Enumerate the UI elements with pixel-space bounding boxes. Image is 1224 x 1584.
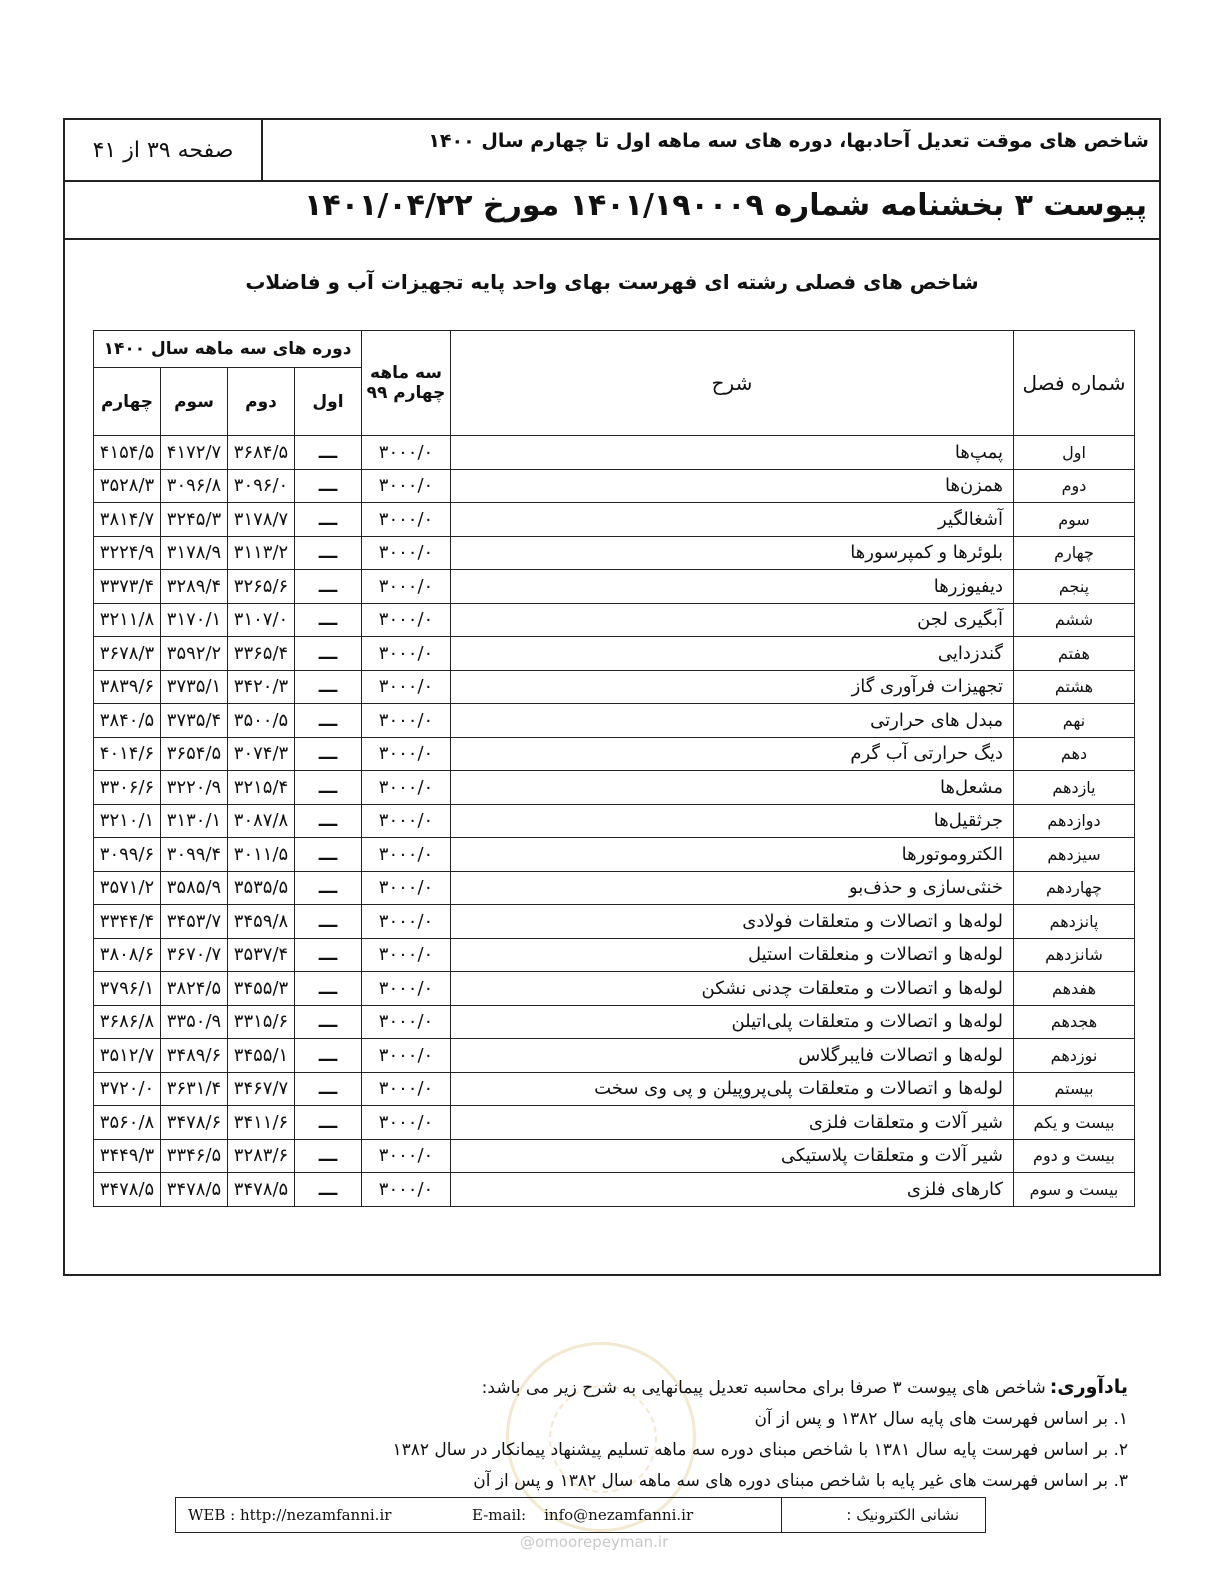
description-cell: آشغالگیر — [451, 503, 1014, 537]
q1-cell: ـــ — [295, 704, 362, 738]
table-row — [94, 436, 1135, 470]
table-row — [94, 1173, 1135, 1207]
description-cell: شیر آلات و متعلقات پلاستیکی — [451, 1139, 1014, 1173]
q1-cell: ـــ — [295, 436, 362, 470]
note-item: ۳. بر اساس فهرست های غیر پایه با شاخص مبنای دوره های سه ماهه سال ۱۳۸۲ و پس از آن — [473, 1471, 1128, 1491]
q3-cell: ۳۶۵۴/۵ — [161, 737, 228, 771]
index-table — [93, 330, 1135, 1207]
col-header-q4: چهارم — [94, 368, 161, 436]
table-row — [94, 905, 1135, 939]
q3-cell: ۳۵۹۲/۲ — [161, 637, 228, 671]
watermark-text: @omoorepeyman.ir — [520, 1533, 669, 1551]
description-cell: الکتروموتورها — [451, 838, 1014, 872]
notes-label: یادآوری: — [1049, 1376, 1128, 1398]
base-index-cell: ۳۰۰۰/۰ — [362, 771, 451, 805]
notes-intro: شاخص های پیوست ۳ صرفا برای محاسبه تعدیل پیمانهایی به شرح زیر می باشد: — [481, 1378, 1046, 1398]
q1-cell: ـــ — [295, 536, 362, 570]
q2-cell: ۳۱۰۷/۰ — [228, 603, 295, 637]
table-subtitle: شاخص های فصلی رشته ای فهرست بهای واحد پایه تجهیزات آب و فاضلاب — [245, 270, 979, 294]
q2-cell: ۳۴۵۹/۸ — [228, 905, 295, 939]
q4-cell: ۳۷۹۶/۱ — [94, 972, 161, 1006]
base-index-cell: ۳۰۰۰/۰ — [362, 838, 451, 872]
note-item: ۱. بر اساس فهرست های پایه سال ۱۳۸۲ و پس از آن — [754, 1409, 1128, 1429]
table-row — [94, 972, 1135, 1006]
q1-cell: ـــ — [295, 603, 362, 637]
q4-cell: ۳۵۶۰/۸ — [94, 1106, 161, 1140]
q3-cell: ۳۱۷۰/۱ — [161, 603, 228, 637]
table-row — [94, 637, 1135, 671]
base-index-cell: ۳۰۰۰/۰ — [362, 1005, 451, 1039]
section-cell: بیست و سوم — [1014, 1173, 1135, 1207]
section-cell: ششم — [1014, 603, 1135, 637]
description-cell: جرثقیل‌ها — [451, 804, 1014, 838]
q1-cell: ـــ — [295, 637, 362, 671]
description-cell: لوله‌ها و اتصالات و منعلقات استیل — [451, 938, 1014, 972]
q1-cell: ـــ — [295, 1173, 362, 1207]
page-number: صفحه ۳۹ از ۴۱ — [65, 120, 263, 180]
base-index-cell: ۳۰۰۰/۰ — [362, 972, 451, 1006]
description-cell: بلوئرها و کمپرسورها — [451, 536, 1014, 570]
circular-title: پیوست ۳ بخشنامه شماره ۱۴۰۱/۱۹۰۰۰۹ مورخ ۱۴۰۱/۰۴/۲۲ — [304, 188, 1147, 223]
base-index-cell: ۳۰۰۰/۰ — [362, 570, 451, 604]
q3-cell: ۳۶۷۰/۷ — [161, 938, 228, 972]
q3-cell: ۳۴۸۹/۶ — [161, 1039, 228, 1073]
table-row — [94, 771, 1135, 805]
q1-cell: ـــ — [295, 938, 362, 972]
q3-cell: ۳۷۳۵/۴ — [161, 704, 228, 738]
description-cell: دیگ حرارتی آب گرم — [451, 737, 1014, 771]
description-cell: پمپ‌ها — [451, 436, 1014, 470]
description-cell: دیفیوزرها — [451, 570, 1014, 604]
description-cell: لوله‌ها و اتصالات و متعلقات پلی‌اتیلن — [451, 1005, 1014, 1039]
q1-cell: ـــ — [295, 972, 362, 1006]
q4-cell: ۳۸۳۹/۶ — [94, 670, 161, 704]
email-label: E-mail: — [472, 1506, 527, 1524]
q2-cell: ۳۳۱۵/۶ — [228, 1005, 295, 1039]
description-cell: لوله‌ها و اتصالات و متعلقات چدنی نشکن — [451, 972, 1014, 1006]
description-cell: کارهای فلزی — [451, 1173, 1014, 1207]
q2-cell: ۳۰۸۷/۸ — [228, 804, 295, 838]
table-row — [94, 603, 1135, 637]
section-cell: یازدهم — [1014, 771, 1135, 805]
section-cell: اول — [1014, 436, 1135, 470]
table-row — [94, 737, 1135, 771]
table-row — [94, 503, 1135, 537]
q1-cell: ـــ — [295, 871, 362, 905]
document-frame — [63, 118, 1161, 1276]
q1-cell: ـــ — [295, 1072, 362, 1106]
q1-cell: ـــ — [295, 570, 362, 604]
base-index-cell: ۳۰۰۰/۰ — [362, 1039, 451, 1073]
q1-cell: ـــ — [295, 838, 362, 872]
base-index-cell: ۳۰۰۰/۰ — [362, 637, 451, 671]
section-cell: پنجم — [1014, 570, 1135, 604]
section-cell: دوازدهم — [1014, 804, 1135, 838]
base-index-cell: ۳۰۰۰/۰ — [362, 737, 451, 771]
section-cell: سیزدهم — [1014, 838, 1135, 872]
q3-cell: ۳۴۵۳/۷ — [161, 905, 228, 939]
circular-row — [65, 182, 1159, 240]
base-index-cell: ۳۰۰۰/۰ — [362, 536, 451, 570]
q4-cell: ۳۴۷۸/۵ — [94, 1173, 161, 1207]
q4-cell: ۳۵۲۸/۳ — [94, 469, 161, 503]
footer-box — [175, 1497, 986, 1533]
q4-cell: ۳۳۷۳/۴ — [94, 570, 161, 604]
base-index-cell: ۳۰۰۰/۰ — [362, 1072, 451, 1106]
q4-cell: ۳۶۸۶/۸ — [94, 1005, 161, 1039]
table-row — [94, 670, 1135, 704]
q4-cell: ۳۶۷۸/۳ — [94, 637, 161, 671]
section-cell: دوم — [1014, 469, 1135, 503]
description-cell: لوله‌ها و اتصالات و متعلقات فولادی — [451, 905, 1014, 939]
q2-cell: ۳۰۱۱/۵ — [228, 838, 295, 872]
q3-cell: ۳۷۳۵/۱ — [161, 670, 228, 704]
q2-cell: ۳۱۱۳/۲ — [228, 536, 295, 570]
q1-cell: ـــ — [295, 1139, 362, 1173]
q3-cell: ۳۵۸۵/۹ — [161, 871, 228, 905]
q3-cell: ۳۰۹۹/۴ — [161, 838, 228, 872]
table-row — [94, 469, 1135, 503]
section-cell: نهم — [1014, 704, 1135, 738]
q2-cell: ۳۵۰۰/۵ — [228, 704, 295, 738]
q4-cell: ۳۲۱۱/۸ — [94, 603, 161, 637]
base-index-cell: ۳۰۰۰/۰ — [362, 804, 451, 838]
q4-cell: ۳۳۰۶/۶ — [94, 771, 161, 805]
section-cell: شانزدهم — [1014, 938, 1135, 972]
section-cell: هجدهم — [1014, 1005, 1135, 1039]
table-row — [94, 938, 1135, 972]
table-row — [94, 570, 1135, 604]
q3-cell: ۳۴۷۸/۶ — [161, 1106, 228, 1140]
q1-cell: ـــ — [295, 1039, 362, 1073]
note-item: ۲. بر اساس فهرست پایه سال ۱۳۸۱ با شاخص مبنای دوره سه ماهه تسلیم پیشنهاد پیمانکار در سال ۱۳۸۲ — [392, 1440, 1128, 1460]
base-index-cell: ۳۰۰۰/۰ — [362, 670, 451, 704]
table-row — [94, 804, 1135, 838]
q4-cell: ۳۰۹۹/۶ — [94, 838, 161, 872]
table-row — [94, 1106, 1135, 1140]
q2-cell: ۳۵۳۵/۵ — [228, 871, 295, 905]
description-cell: تجهیزات فرآوری گاز — [451, 670, 1014, 704]
q3-cell: ۳۲۸۹/۴ — [161, 570, 228, 604]
q4-cell: ۳۲۱۰/۱ — [94, 804, 161, 838]
col-header-base: سه ماهه چهارم ۹۹ — [362, 331, 451, 436]
base-index-cell: ۳۰۰۰/۰ — [362, 704, 451, 738]
description-cell: مبدل های حرارتی — [451, 704, 1014, 738]
q2-cell: ۳۳۶۵/۴ — [228, 637, 295, 671]
section-cell: چهاردهم — [1014, 871, 1135, 905]
q4-cell: ۳۷۲۰/۰ — [94, 1072, 161, 1106]
q2-cell: ۳۴۵۵/۳ — [228, 972, 295, 1006]
table-body — [94, 436, 1135, 1207]
q2-cell: ۳۴۱۱/۶ — [228, 1106, 295, 1140]
base-index-cell: ۳۰۰۰/۰ — [362, 503, 451, 537]
q2-cell: ۳۲۶۵/۶ — [228, 570, 295, 604]
header-row — [65, 120, 1159, 182]
q2-cell: ۳۴۷۸/۵ — [228, 1173, 295, 1207]
q1-cell: ـــ — [295, 905, 362, 939]
table-row — [94, 704, 1135, 738]
section-cell: دهم — [1014, 737, 1135, 771]
col-header-group: دوره های سه ماهه سال ۱۴۰۰ — [94, 331, 362, 368]
q4-cell: ۳۴۴۹/۳ — [94, 1139, 161, 1173]
q2-cell: ۳۶۸۴/۵ — [228, 436, 295, 470]
section-cell: پانزدهم — [1014, 905, 1135, 939]
table-row — [94, 838, 1135, 872]
q4-cell: ۳۸۱۴/۷ — [94, 503, 161, 537]
q2-cell: ۳۰۷۴/۳ — [228, 737, 295, 771]
base-index-cell: ۳۰۰۰/۰ — [362, 871, 451, 905]
q3-cell: ۳۱۷۸/۹ — [161, 536, 228, 570]
q3-cell: ۳۱۳۰/۱ — [161, 804, 228, 838]
description-cell: مشعل‌ها — [451, 771, 1014, 805]
q4-cell: ۳۸۰۸/۶ — [94, 938, 161, 972]
q3-cell: ۳۳۵۰/۹ — [161, 1005, 228, 1039]
description-cell: گندزدایی — [451, 637, 1014, 671]
q3-cell: ۳۲۲۰/۹ — [161, 771, 228, 805]
table-row — [94, 1005, 1135, 1039]
q2-cell: ۳۲۸۳/۶ — [228, 1139, 295, 1173]
description-cell: لوله‌ها و اتصالات فایبرگلاس — [451, 1039, 1014, 1073]
q4-cell: ۴۱۵۴/۵ — [94, 436, 161, 470]
section-cell: هفتم — [1014, 637, 1135, 671]
section-cell: سوم — [1014, 503, 1135, 537]
q4-cell: ۳۸۴۰/۵ — [94, 704, 161, 738]
section-cell: چهارم — [1014, 536, 1135, 570]
q4-cell: ۳۵۱۲/۷ — [94, 1039, 161, 1073]
base-index-cell: ۳۰۰۰/۰ — [362, 905, 451, 939]
q2-cell: ۳۱۷۸/۷ — [228, 503, 295, 537]
q1-cell: ـــ — [295, 804, 362, 838]
q1-cell: ـــ — [295, 1005, 362, 1039]
q2-cell: ۳۴۶۷/۷ — [228, 1072, 295, 1106]
base-index-cell: ۳۰۰۰/۰ — [362, 436, 451, 470]
description-cell: لوله‌ها و اتصالات و متعلقات پلی‌پروپیلن و پی وی سخت — [451, 1072, 1014, 1106]
table-row — [94, 536, 1135, 570]
q3-cell: ۳۰۹۶/۸ — [161, 469, 228, 503]
table-row — [94, 1139, 1135, 1173]
q2-cell: ۳۴۲۰/۳ — [228, 670, 295, 704]
base-index-cell: ۳۰۰۰/۰ — [362, 1173, 451, 1207]
q3-cell: ۳۴۷۸/۵ — [161, 1173, 228, 1207]
description-cell: همزن‌ها — [451, 469, 1014, 503]
description-cell: شیر آلات و متعلقات فلزی — [451, 1106, 1014, 1140]
table-row — [94, 1072, 1135, 1106]
q4-cell: ۴۰۱۴/۶ — [94, 737, 161, 771]
base-index-cell: ۳۰۰۰/۰ — [362, 1139, 451, 1173]
footer-label: نشانی الکترونیک : — [781, 1498, 985, 1532]
q3-cell: ۳۸۲۴/۵ — [161, 972, 228, 1006]
notes-section — [388, 1372, 1128, 1497]
email-link[interactable]: info@nezamfanni.ir — [544, 1506, 694, 1524]
base-index-cell: ۳۰۰۰/۰ — [362, 469, 451, 503]
section-cell: نوزدهم — [1014, 1039, 1135, 1073]
q1-cell: ـــ — [295, 670, 362, 704]
q1-cell: ـــ — [295, 503, 362, 537]
col-header-q1: اول — [295, 368, 362, 436]
section-cell: هشتم — [1014, 670, 1135, 704]
q2-cell: ۳۰۹۶/۰ — [228, 469, 295, 503]
section-cell: بیستم — [1014, 1072, 1135, 1106]
q4-cell: ۳۳۴۴/۴ — [94, 905, 161, 939]
section-cell: هفدهم — [1014, 972, 1135, 1006]
col-header-q3: سوم — [161, 368, 228, 436]
q1-cell: ـــ — [295, 469, 362, 503]
q1-cell: ـــ — [295, 737, 362, 771]
web-link[interactable]: WEB : http://nezamfanni.ir — [188, 1506, 392, 1524]
q4-cell: ۳۲۲۴/۹ — [94, 536, 161, 570]
q1-cell: ـــ — [295, 771, 362, 805]
q2-cell: ۳۲۱۵/۴ — [228, 771, 295, 805]
col-header-q2: دوم — [228, 368, 295, 436]
q2-cell: ۳۴۵۵/۱ — [228, 1039, 295, 1073]
section-cell: بیست و یکم — [1014, 1106, 1135, 1140]
col-header-section: شماره فصل — [1014, 331, 1135, 436]
base-index-cell: ۳۰۰۰/۰ — [362, 1106, 451, 1140]
table-row — [94, 1039, 1135, 1073]
q1-cell: ـــ — [295, 1106, 362, 1140]
base-index-cell: ۳۰۰۰/۰ — [362, 603, 451, 637]
q3-cell: ۴۱۷۲/۷ — [161, 436, 228, 470]
q3-cell: ۳۲۴۵/۳ — [161, 503, 228, 537]
description-cell: آبگیری لجن — [451, 603, 1014, 637]
q4-cell: ۳۵۷۱/۲ — [94, 871, 161, 905]
document-title: شاخص های موقت تعدیل آحادبها، دوره های سه ماهه اول تا چهارم سال ۱۴۰۰ — [428, 130, 1149, 152]
col-header-description: شرح — [451, 331, 1014, 436]
q3-cell: ۳۳۴۶/۵ — [161, 1139, 228, 1173]
q3-cell: ۳۶۳۱/۴ — [161, 1072, 228, 1106]
q2-cell: ۳۵۳۷/۴ — [228, 938, 295, 972]
section-cell: بیست و دوم — [1014, 1139, 1135, 1173]
table-row — [94, 871, 1135, 905]
description-cell: خنثی‌سازی و حذف‌بو — [451, 871, 1014, 905]
base-index-cell: ۳۰۰۰/۰ — [362, 938, 451, 972]
